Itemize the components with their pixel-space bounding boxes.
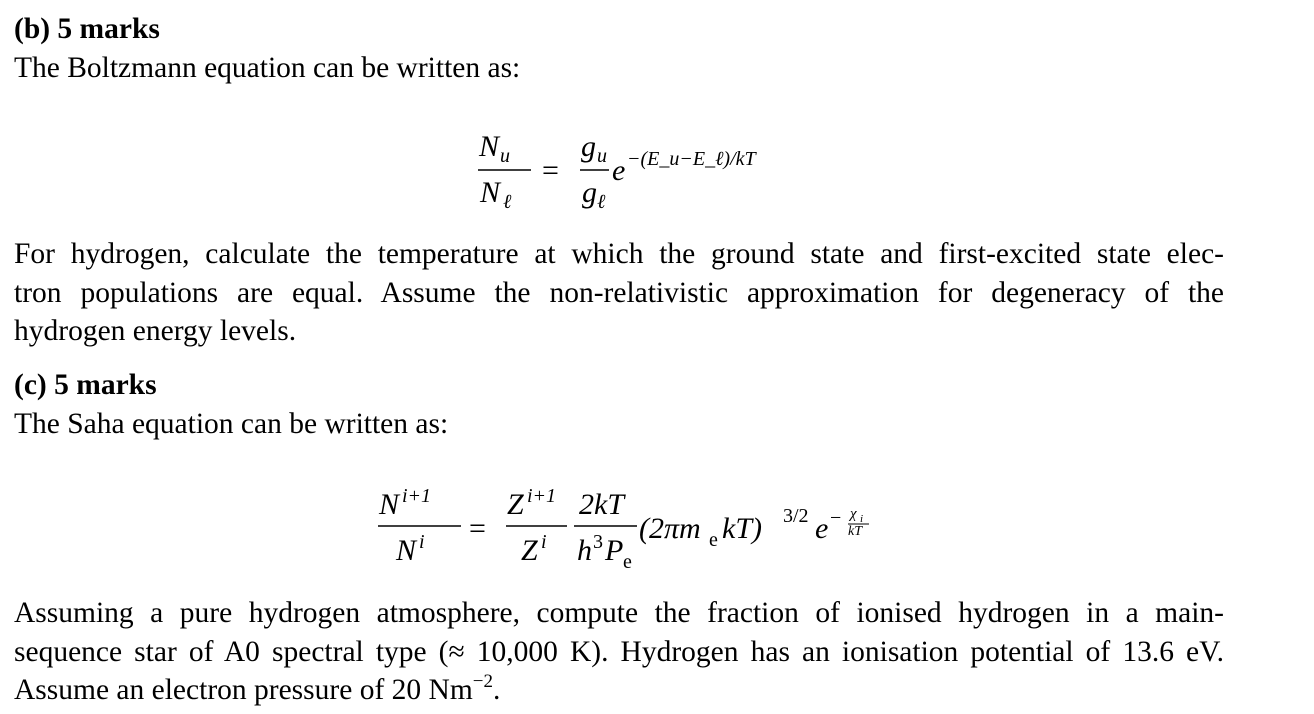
part-c-line-2: sequence star of A0 spectral type (≈ 10,000 K). Hydrogen has an ionisation potential of 13.6 eV. bbox=[14, 635, 1224, 668]
f2-denominator-h: h bbox=[577, 534, 592, 567]
f2-numerator: 2kT bbox=[579, 488, 624, 521]
part-b-intro: The Boltzmann equation can be written as: bbox=[14, 52, 521, 84]
f2-denominator-h-sup: 3 bbox=[593, 531, 603, 553]
z-numerator: Z bbox=[507, 488, 524, 521]
rhs-numerator-sub: u bbox=[597, 145, 607, 167]
part-b-paragraph bbox=[14, 235, 1224, 351]
saha-lhs-denominator: N bbox=[396, 534, 417, 567]
part-b-line-1: For hydrogen, calculate the temperature at which the ground state and first-excited state elec- bbox=[14, 238, 1224, 270]
z-numerator-sup: i+1 bbox=[527, 485, 557, 507]
saha-exp-denominator: kT bbox=[848, 524, 862, 539]
rhs-denominator: g bbox=[582, 176, 597, 209]
lhs-denominator-sub: ℓ bbox=[503, 191, 512, 213]
rhs-denominator-sub: ℓ bbox=[597, 191, 606, 213]
part-c-intro: The Saha equation can be written as: bbox=[14, 408, 449, 440]
boltzmann-equation bbox=[469, 122, 799, 233]
lhs-numerator-sub: u bbox=[500, 145, 510, 167]
saha-exp-sign: − bbox=[830, 507, 842, 529]
part-b-heading: (b) 5 marks bbox=[14, 13, 160, 45]
pressure-exponent: −2 bbox=[472, 671, 493, 692]
paren-sub: e bbox=[709, 529, 718, 551]
f2-denominator-P-sub: e bbox=[623, 551, 632, 573]
paren-power: 3/2 bbox=[783, 505, 809, 527]
exp-base: e bbox=[612, 154, 626, 187]
z-denominator: Z bbox=[521, 534, 538, 567]
paren-term: (2πm bbox=[639, 512, 701, 545]
saha-exp-base: e bbox=[815, 512, 829, 545]
z-denominator-sup: i bbox=[541, 531, 547, 553]
final-period: . bbox=[492, 674, 501, 706]
saha-lhs-numerator-sup: i+1 bbox=[402, 485, 432, 507]
part-c-paragraph bbox=[14, 594, 1224, 710]
saha-exp-numerator: χ bbox=[850, 506, 857, 522]
part-b-line-3: hydrogen energy levels. bbox=[14, 315, 297, 347]
electron-pressure-text: Assume an electron pressure of 20 Nm bbox=[14, 674, 473, 706]
boltzmann-exponent: −(E_u−E_ℓ)/kT bbox=[627, 148, 756, 170]
part-b-line-2: tron populations are equal. Assume the non-relativistic approximation for degeneracy of the bbox=[14, 276, 1224, 309]
f2-denominator-P: P bbox=[605, 534, 624, 567]
saha-equals-sign: = bbox=[469, 512, 486, 545]
part-c-line-3 bbox=[14, 671, 1224, 710]
lhs-denominator: N bbox=[480, 176, 501, 209]
equals-sign: = bbox=[542, 154, 559, 187]
rhs-numerator: g bbox=[581, 130, 596, 163]
part-c-line-1: Assuming a pure hydrogen atmosphere, compute the fraction of ionised hydrogen in a main- bbox=[14, 597, 1224, 629]
saha-lhs-denominator-sup: i bbox=[419, 531, 425, 553]
saha-lhs-numerator: N bbox=[379, 488, 400, 521]
paren-end: kT) bbox=[722, 512, 762, 545]
saha-exp-numerator-sub: i bbox=[860, 513, 864, 525]
part-c-heading: (c) 5 marks bbox=[14, 369, 157, 401]
lhs-numerator: N bbox=[479, 130, 500, 163]
saha-equation bbox=[369, 478, 889, 594]
